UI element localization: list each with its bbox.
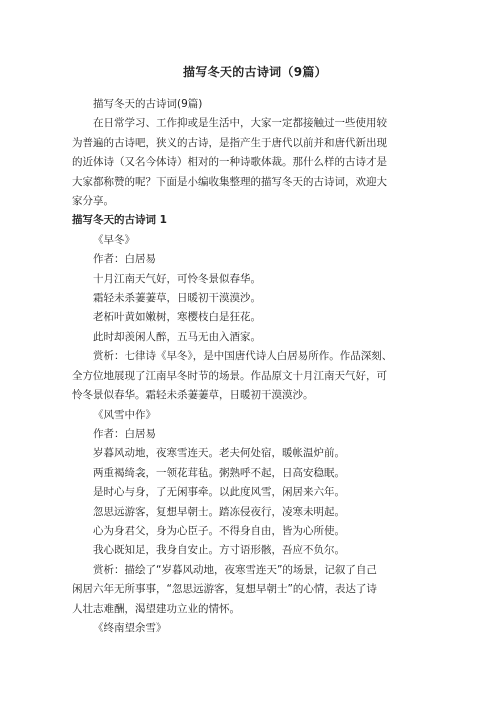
poem-line: 心为身君父，身为心臣子。不得身自由，皆为心所使。 [93, 524, 345, 537]
poem-title: 《终南望余雪》 [93, 621, 167, 634]
poem-line: 十月江南天气好，可怜冬景似春华。 [93, 272, 261, 285]
appreciation-line: 闲居六年无所事事，“忽思远游客，复想早朝士”的心情，表达了诗 [72, 583, 377, 596]
poem-line: 忽思远游客，复想早朝士。踏冻侵夜行，凌寒未明起。 [93, 505, 345, 518]
intro-line: 大家都称赞的呢？下面是小编收集整理的描写冬天的古诗词，欢迎大 [72, 175, 387, 188]
appreciation-line: 赏析：七律诗《早冬》，是中国唐代诗人白居易所作。作品深刻、 [93, 350, 393, 363]
appreciation-line: 人壮志难酬，渴望建功立业的情怀。 [72, 602, 240, 615]
appreciation-line: 全方位地展现了江南早冬时节的场景。作品原文十月江南天气好，可 [72, 369, 387, 382]
poem-line: 此时却羡闲人醉，五马无由入酒家。 [93, 330, 261, 343]
appreciation-line: 赏析：描绘了“岁暮风动地，夜寒雪连天”的场景，记叙了自己 [93, 563, 377, 576]
poem-line: 我心既知足，我身自安止。方寸语形骸，吾应不负尔。 [93, 544, 345, 557]
appreciation-line: 怜冬景似春华。霜轻未杀萋萋草，日暖初干漠漠沙。 [72, 389, 314, 402]
poem-line: 两重褐绮衾，一领花茸毡。粥熟呼不起，日高安稳眠。 [93, 466, 345, 479]
poem-line: 是时心与身，了无闲事牵。以此度风雪，闲居来六年。 [93, 486, 345, 499]
intro-line: 的近体诗（又名今体诗）相对的一种诗歌体裁。那什么样的古诗才是 [72, 156, 387, 169]
poem-author: 作者：白居易 [93, 253, 156, 266]
intro-line: 家分享。 [72, 195, 114, 208]
poem-line: 霜轻未杀萋萋草，日暖初干漠漠沙。 [93, 292, 261, 305]
intro-line: 为普遍的古诗吧，狭义的古诗，是指产生于唐代以前并和唐代新出现 [72, 136, 387, 149]
poem-title: 《早冬》 [93, 233, 135, 246]
document-title: 描写冬天的古诗词（9篇） [183, 65, 327, 79]
section-heading: 描写冬天的古诗词 1 [72, 214, 167, 227]
poem-title: 《风雪中作》 [93, 408, 156, 421]
poem-line: 岁暮风动地，夜寒雪连天。老夫何处宿，暖帐温炉前。 [93, 447, 345, 460]
poem-author: 作者：白居易 [93, 427, 156, 440]
document-subtitle: 描写冬天的古诗词(9篇) [93, 98, 203, 110]
intro-line: 在日常学习、工作抑或是生活中，大家一定都接触过一些使用较 [93, 117, 387, 130]
poem-line: 老柘叶黄如嫩树，寒樱枝白是狂花。 [93, 311, 261, 324]
